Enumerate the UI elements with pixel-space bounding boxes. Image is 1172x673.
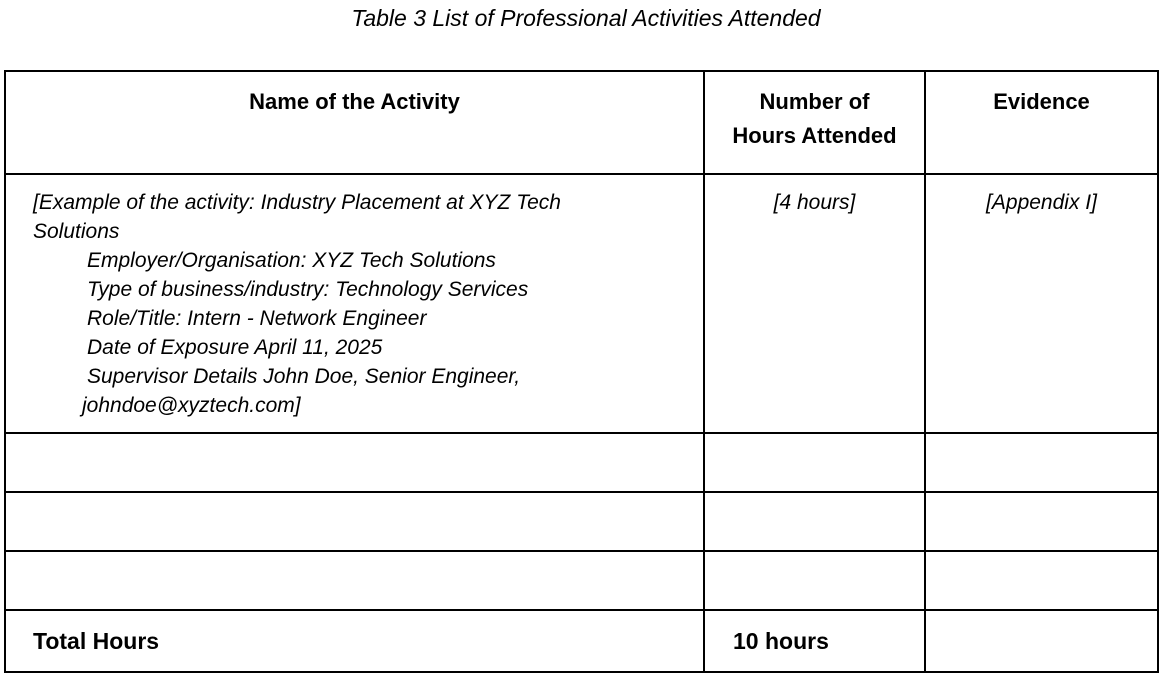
table-row-blank-2 <box>5 492 1158 551</box>
blank-activity-cell[interactable] <box>5 433 704 492</box>
blank-hours-cell[interactable] <box>704 492 925 551</box>
example-supervisor: Supervisor Details John Doe, Senior Engineer, <box>87 365 521 388</box>
header-hours-line2: Hours Attended <box>732 123 897 148</box>
table-caption: Table 3 List of Professional Activities Attended <box>351 5 821 31</box>
blank-activity-cell[interactable] <box>5 551 704 610</box>
table-header-row <box>5 71 1158 174</box>
total-hours-value: 10 hours <box>704 610 925 672</box>
example-evidence-cell: [Appendix I] <box>925 174 1158 433</box>
header-hours-attended <box>704 71 925 174</box>
header-evidence <box>925 71 1158 174</box>
table-row-example <box>5 174 1158 433</box>
example-date: Date of Exposure April 11, 2025 <box>87 336 383 359</box>
total-evidence-cell[interactable] <box>925 610 1158 672</box>
total-hours-label: Total Hours <box>5 610 704 672</box>
example-business-type: Type of business/industry: Technology Services <box>87 278 529 301</box>
header-activity-name-label: Name of the Activity <box>249 89 460 114</box>
table-row-blank-1 <box>5 433 1158 492</box>
example-hours-cell: [4 hours] <box>704 174 925 433</box>
header-activity-name <box>5 71 704 174</box>
blank-hours-cell[interactable] <box>704 551 925 610</box>
table-row-total <box>5 610 1158 672</box>
header-evidence-label: Evidence <box>993 89 1090 114</box>
blank-evidence-cell[interactable] <box>925 551 1158 610</box>
example-supervisor-email: johndoe@xyztech.com] <box>82 394 301 417</box>
example-activity-title: [Example of the activity: Industry Placement at XYZ Tech <box>33 191 561 214</box>
example-employer: Employer/Organisation: XYZ Tech Solutions <box>87 249 496 272</box>
example-activity-title-cont: Solutions <box>33 220 120 243</box>
blank-hours-cell[interactable] <box>704 433 925 492</box>
table-row-blank-3 <box>5 551 1158 610</box>
example-role: Role/Title: Intern - Network Engineer <box>87 307 427 330</box>
activities-table <box>4 70 1159 673</box>
blank-activity-cell[interactable] <box>5 492 704 551</box>
blank-evidence-cell[interactable] <box>925 433 1158 492</box>
example-activity-cell <box>5 174 704 433</box>
blank-evidence-cell[interactable] <box>925 492 1158 551</box>
header-hours-line1: Number of <box>759 89 870 114</box>
